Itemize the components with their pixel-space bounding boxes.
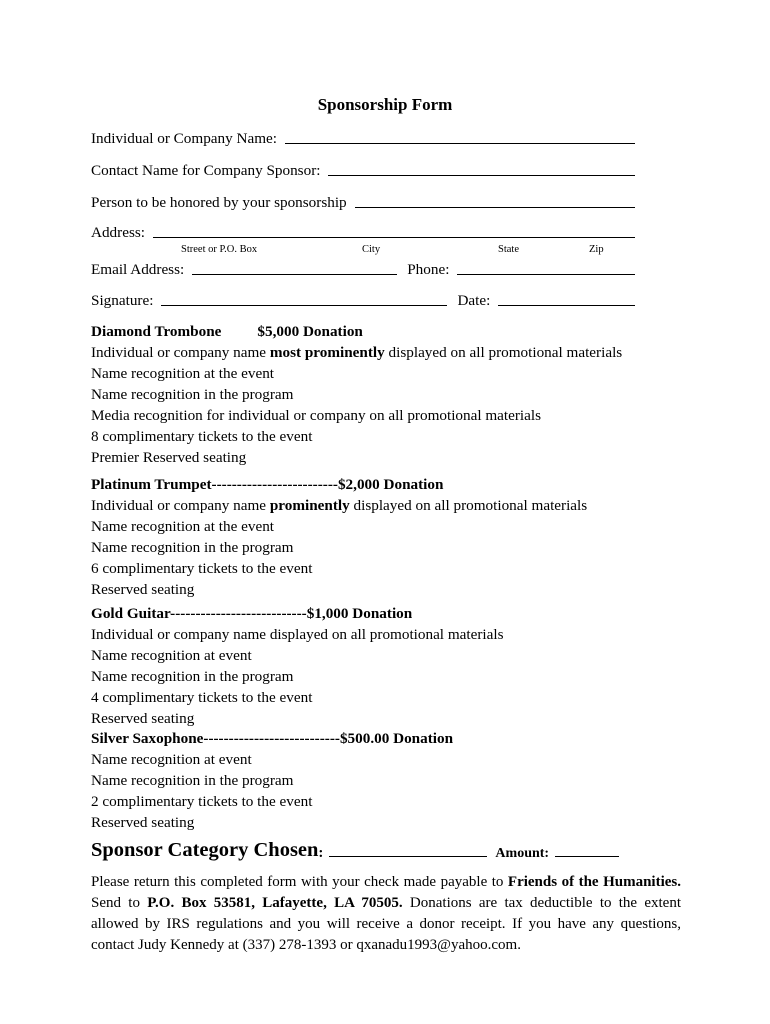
tier-heading bbox=[91, 321, 691, 342]
email-label: Email Address: bbox=[91, 261, 185, 278]
benefit-item: Individual or company name prominently displayed on all promotional materials bbox=[91, 497, 588, 514]
benefit-item: 6 complimentary tickets to the event bbox=[91, 560, 313, 577]
date-field[interactable] bbox=[498, 305, 635, 306]
return-instructions: Please return this completed form with your check made payable to Friends of the Humanities. Send to P.O. Box 53581, Lafayette, LA 70505. Donations are tax deductible to the extent allowed by IRS regulations and you will receive a donor receipt. If you have any questions, contact Judy Kennedy at (337) 278-1393 or qxanadu1993@yahoo.com. bbox=[91, 874, 682, 953]
address-row bbox=[91, 220, 635, 242]
tier-gold bbox=[91, 603, 691, 729]
address-label: Address: bbox=[91, 224, 145, 241]
benefit-item: Premier Reserved seating bbox=[91, 449, 247, 466]
honoree-row bbox=[91, 190, 635, 212]
tier-heading: Silver Saxophone---------------------------$500.00 Donation bbox=[91, 730, 454, 747]
benefit-item: 8 complimentary tickets to the event bbox=[91, 428, 313, 445]
company-name-label: Individual or Company Name: bbox=[91, 130, 278, 147]
signature-field[interactable] bbox=[161, 305, 447, 306]
signature-label: Signature: bbox=[91, 292, 154, 309]
tier-silver bbox=[91, 728, 691, 833]
benefit-item: Name recognition in the program bbox=[91, 668, 294, 685]
tier-diamond bbox=[91, 321, 691, 468]
benefit-item: Name recognition at event bbox=[91, 751, 252, 768]
benefit-item: Name recognition at the event bbox=[91, 365, 275, 382]
category-chosen-label: Sponsor Category Chosen bbox=[91, 839, 319, 861]
honoree-field[interactable] bbox=[355, 207, 635, 208]
benefit-item: Reserved seating bbox=[91, 814, 195, 831]
benefit-item: Reserved seating bbox=[91, 710, 195, 727]
honoree-label: Person to be honored by your sponsorship bbox=[91, 194, 347, 211]
category-chosen-row: Sponsor Category Chosen : Amount: bbox=[91, 836, 651, 862]
date-label: Date: bbox=[457, 292, 491, 309]
amount-field[interactable] bbox=[555, 856, 619, 857]
email-phone-row bbox=[91, 257, 635, 279]
address-zip-caption: Zip bbox=[589, 244, 604, 255]
address-field[interactable] bbox=[153, 237, 635, 238]
company-name-row bbox=[91, 126, 635, 148]
benefit-item: 4 complimentary tickets to the event bbox=[91, 689, 313, 706]
benefit-item: Individual or company name most prominently displayed on all promotional materials bbox=[91, 344, 623, 361]
tier-heading: Platinum Trumpet-------------------------$2,000 Donation bbox=[91, 476, 444, 493]
amount-label: Amount: bbox=[495, 846, 550, 861]
benefit-item: 2 complimentary tickets to the event bbox=[91, 793, 313, 810]
company-name-field[interactable] bbox=[285, 143, 635, 144]
contact-name-field[interactable] bbox=[328, 175, 635, 176]
contact-name-row bbox=[91, 158, 635, 180]
benefit-item: Name recognition in the program bbox=[91, 539, 294, 556]
benefit-item: Reserved seating bbox=[91, 581, 195, 598]
page-title: Sponsorship Form bbox=[317, 95, 453, 114]
tier-amount: $5,000 Donation bbox=[257, 323, 363, 340]
signature-date-row bbox=[91, 288, 635, 310]
benefit-item: Name recognition at the event bbox=[91, 518, 275, 535]
phone-label: Phone: bbox=[407, 261, 450, 278]
address-street-caption: Street or P.O. Box bbox=[181, 244, 258, 255]
category-chosen-field[interactable] bbox=[329, 856, 487, 857]
address-state-caption: State bbox=[498, 244, 519, 255]
tier-platinum bbox=[91, 474, 691, 600]
phone-field[interactable] bbox=[457, 274, 635, 275]
benefit-item: Name recognition at event bbox=[91, 647, 252, 664]
email-field[interactable] bbox=[192, 274, 397, 275]
benefit-item: Individual or company name displayed on all promotional materials bbox=[91, 626, 504, 643]
tier-heading: Gold Guitar---------------------------$1,000 Donation bbox=[91, 605, 413, 622]
tier-name: Diamond Trombone bbox=[91, 323, 222, 340]
benefit-item: Name recognition in the program bbox=[91, 386, 294, 403]
address-city-caption: City bbox=[362, 244, 381, 255]
benefit-item: Name recognition in the program bbox=[91, 772, 294, 789]
contact-name-label: Contact Name for Company Sponsor: bbox=[91, 162, 321, 179]
benefit-item: Media recognition for individual or company on all promotional materials bbox=[91, 407, 542, 424]
